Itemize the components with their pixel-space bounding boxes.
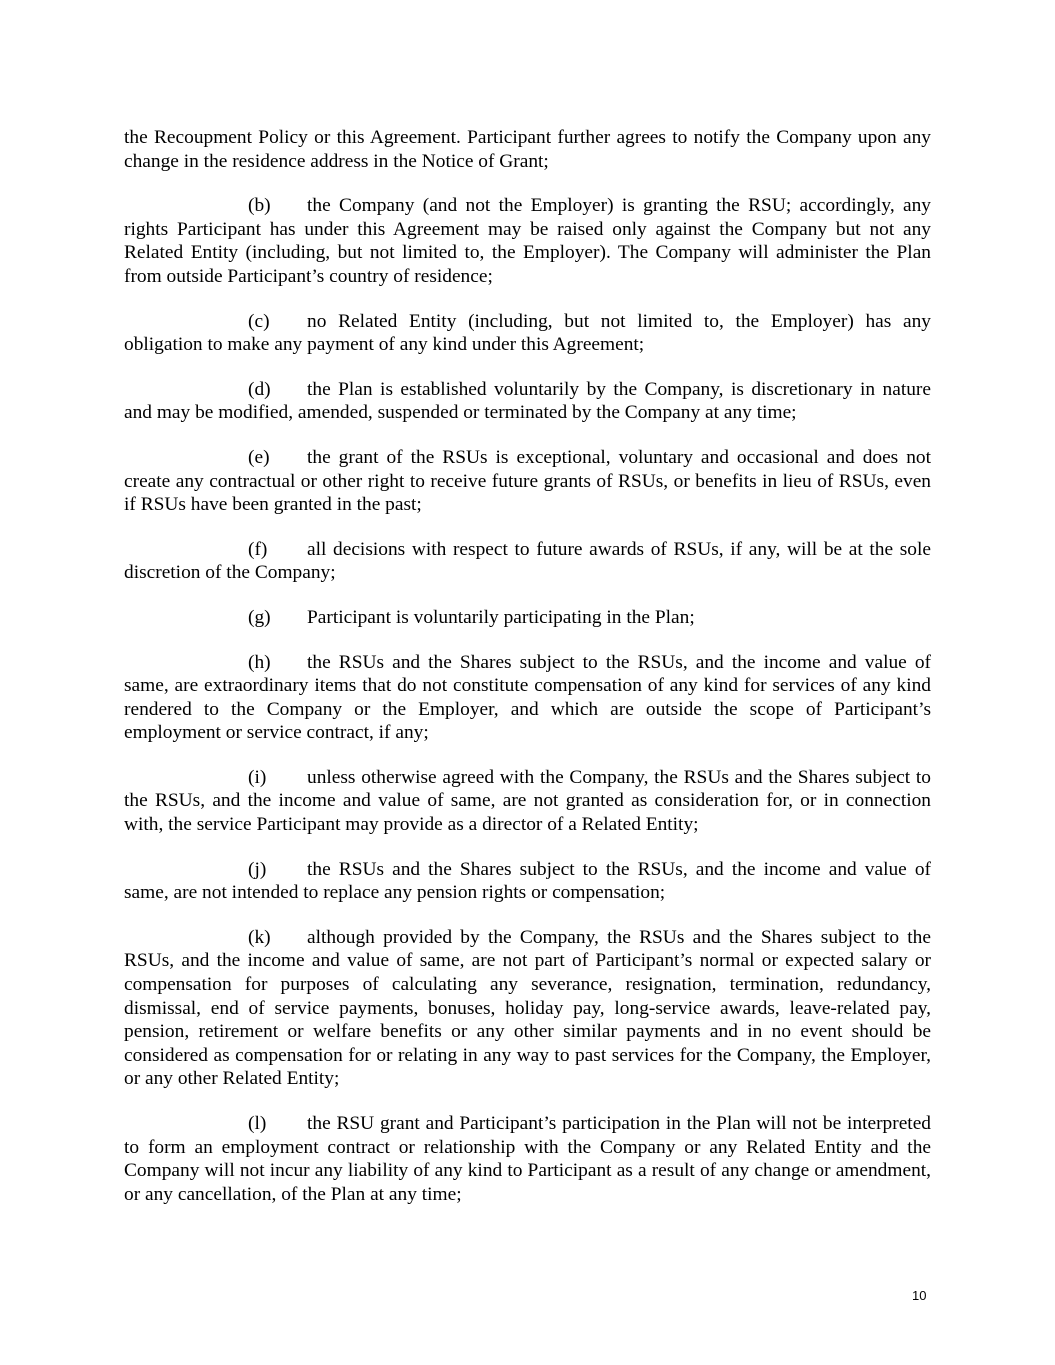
clause-text: Participant is voluntarily participating in the Plan; bbox=[307, 606, 695, 628]
clause-label: (f) bbox=[248, 538, 268, 560]
clause-text: no Related Entity (including, but not limited to, the Employer) has any obligation to make any payment of any kind under this Agreement; bbox=[124, 310, 931, 356]
clause-j bbox=[124, 858, 931, 905]
clause-l bbox=[124, 1112, 931, 1206]
page-number: 10 bbox=[912, 1288, 927, 1303]
clause-label: (d) bbox=[248, 378, 271, 400]
clause-label: (e) bbox=[248, 446, 270, 468]
document-body bbox=[124, 126, 931, 1227]
clause-label: (h) bbox=[248, 651, 271, 673]
clause-label: (b) bbox=[248, 195, 271, 217]
clause-c bbox=[124, 310, 931, 357]
clause-text: all decisions with respect to future awards of RSUs, if any, will be at the sole discretion of the Company; bbox=[124, 538, 931, 584]
clause-label: (i) bbox=[248, 766, 267, 788]
clause-label: (l) bbox=[248, 1113, 267, 1134]
intro-paragraph: the Recoupment Policy or this Agreement. Participant further agrees to notify the Company upon any change in the residence address in the Notice of Grant; bbox=[124, 127, 931, 172]
clause-k bbox=[124, 926, 931, 1091]
clause-text: although provided by the Company, the RSUs and the Shares subject to the RSUs, and the income and value of same, are not part of Participant’s normal or expected salary or compensation for purposes of calculating any severance, resignation, termination, redundancy, dismissal, end of service payments, bonuses, holiday pay, long-service awards, leave-related pay, pension, retirement or welfare benefits or any other similar payments and in no event should be considered as compensation for or relating in any way to past services for the Company, the Employer, or any other Related Entity; bbox=[124, 926, 931, 1090]
clause-h bbox=[124, 651, 931, 745]
clause-text: the RSU grant and Participant’s participation in the Plan will not be interpreted to form an employment contract or relationship with the Company or any Related Entity and the Company will not incur any liability of any kind to Participant as a result of any change or amendment, or any cancellation, of the Plan at any time; bbox=[124, 1113, 931, 1205]
clause-text: unless otherwise agreed with the Company, the RSUs and the Shares subject to the RSUs, and the income and value of same, are not granted as consideration for, or in connection with, the service Participant may provide as a director of a Related Entity; bbox=[124, 766, 931, 836]
clause-g bbox=[124, 606, 931, 630]
clause-f bbox=[124, 538, 931, 585]
clause-text: the grant of the RSUs is exceptional, voluntary and occasional and does not create any contractual or other right to receive future grants of RSUs, or benefits in lieu of RSUs, even if RSUs have been granted in the past; bbox=[124, 446, 931, 516]
clause-b bbox=[124, 194, 931, 288]
clause-d bbox=[124, 378, 931, 425]
clause-e bbox=[124, 446, 931, 517]
clause-text: the RSUs and the Shares subject to the RSUs, and the income and value of same, are not intended to replace any pension rights or compensation; bbox=[124, 858, 931, 904]
clause-text: the RSUs and the Shares subject to the RSUs, and the income and value of same, are extraordinary items that do not constitute compensation of any kind for services of any kind rendered to the Company or the Employer, and which are outside the scope of Participant’s employment or service contract, if any; bbox=[124, 651, 931, 744]
clause-text: the Plan is established voluntarily by the Company, is discretionary in nature and may be modified, amended, suspended or terminated by the Company at any time; bbox=[124, 378, 931, 424]
clause-label: (j) bbox=[248, 858, 267, 880]
clause-label: (g) bbox=[248, 606, 271, 628]
clause-label: (c) bbox=[248, 310, 270, 332]
clause-text: the Company (and not the Employer) is granting the RSU; accordingly, any rights Participant has under this Agreement may be raised only against the Company but not any Related Entity (including, but not limited to, the Employer). The Company will administer the Plan from outside Participant’s country of residence; bbox=[124, 195, 931, 287]
clause-label: (k) bbox=[248, 926, 271, 948]
clause-i bbox=[124, 766, 931, 837]
